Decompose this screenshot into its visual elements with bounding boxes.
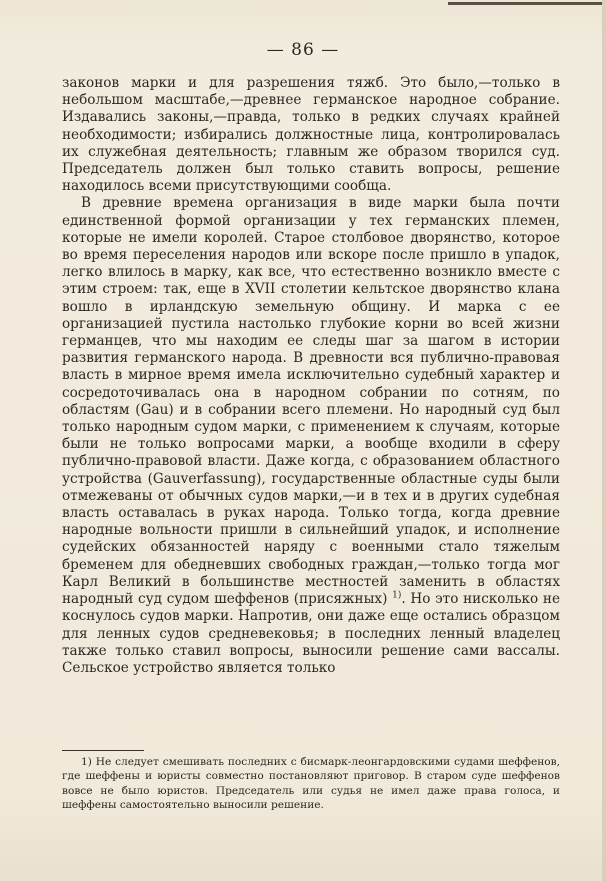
page-number: — 86 — (266, 40, 340, 60)
paragraph-2-text-b: . Но это нисколько не коснулось судов марки. Напротив, они даже еще остались образцом для ленных судов средневековья; в последних ленный владелец также только ставил вопросы, выносили решение сами вассалы. Сельское устройство является только (62, 591, 560, 676)
paragraph-2-text-a: В древние времена организация в виде марки была почти единственной формой организации у тех германских племен, которые не имели королей. Старое столбовое дворянство, которое во время переселения народов или вскоре после пришло в упадок, легко влилось в марку, как все, что естественно возникло вместе с этим строем: так, еще в XVII столетии кельтское дворянство клана вошло в ирландскую земельную общину. И марка с ее организацией пустила настолько глубокие корни во всей жизни германцев, что мы находим ее следы шаг за шагом в истории развития германского народа. В древности вся публично-правовая власть в мирное время имела исключительно судебный характер и сосредоточивалась она в народном собрании по сотням, по областям (Gau) и в собрании всего племени. Но народный суд был только народным судом марки, с применением к случаям, которые были не только вопросами марки, а вообще входили в сферу публично-правовой власти. Даже когда, с образованием областного устройства (Gauverfassung), государственные областные суды были отмежеваны от обычных судов марки,—и в тех и в других судебная власть оставалась в руках народа. Только тогда, когда древние народные вольности пришли в сильнейший упадок, и исполнение судейских обязанностей наряду с военными стало тяжелым бременем для обедневших свободных граждан,—только тогда мог Карл Великий в большинстве местностей заменить в областях народный суд судом шеффенов (присяжных) (62, 195, 560, 608)
paragraph-1 (62, 75, 560, 195)
footnote-divider (62, 750, 144, 751)
footnote: 1) Не следует смешивать последних с бисмарк-леонгардовскими судами шеффенов, где шеффены и юристы совместно постановляют приговор. В старом суде шеффенов вовсе не было юристов. Председатель или судья не имел даже права голоса, и шеффены самостоятельно выносили решение. (62, 756, 560, 812)
body-text (62, 75, 560, 677)
page-right-edge (602, 0, 606, 881)
footnote-reference: 1) (392, 590, 402, 601)
page-top-edge (448, 2, 606, 5)
paragraph-2 (62, 195, 560, 677)
paragraph-1-text: законов марки и для разрешения тяжб. Это было,—только в небольшом масштабе,—древнее германское народное собрание. Издавались законы,—правда, только в редких случаях крайней необходимости; избирались должностные лица, контролировалась их служебная деятельность; главным же образом творился суд. Председатель должен был только ставить вопросы, решение находилось всеми присутствующими сообща. (62, 75, 560, 195)
